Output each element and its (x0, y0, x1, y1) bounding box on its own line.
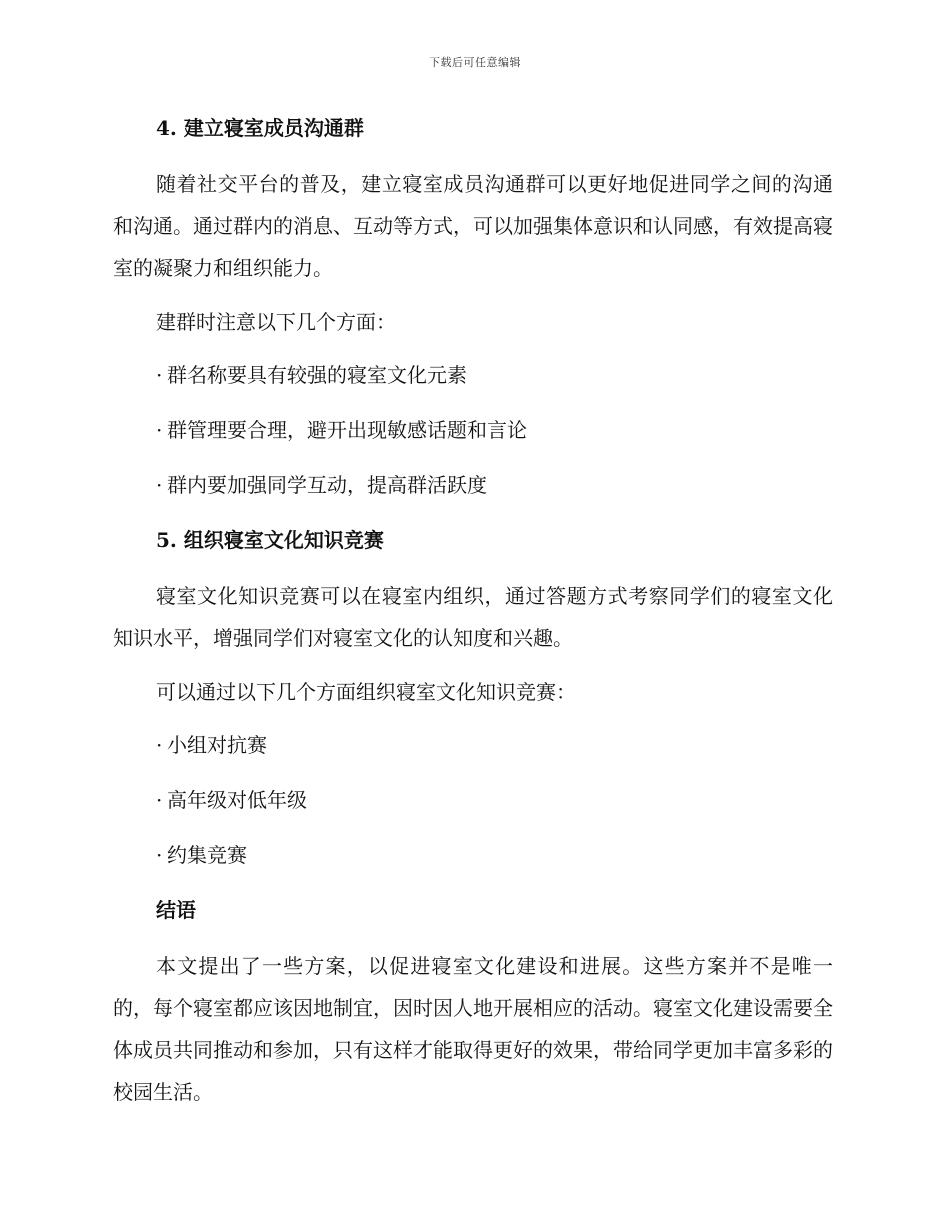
bullet-dot-icon: · (156, 418, 163, 442)
bullet-dot-icon: · (156, 473, 163, 497)
list-item (113, 835, 833, 875)
list-item-text: 群名称要具有较强的寝室文化元素 (167, 363, 467, 387)
section-4-intro: 建群时注意以下几个方面： (156, 310, 396, 334)
bullet-dot-icon: · (156, 363, 163, 387)
conclusion-heading: 结语 (156, 898, 196, 922)
list-item (113, 355, 833, 395)
bullet-dot-icon: · (156, 733, 163, 757)
section-5-intro: 可以通过以下几个方面组织寝室文化知识竞赛： (156, 680, 576, 704)
conclusion-paragraph: 本文提出了一些方案，以促进寝室文化建设和进展。这些方案并不是唯一的，每个寝室都应该因地制宜，因时因人地开展相应的活动。寝室文化建设需要全体成员共同推动和参加，只有这样才能取得更好的效果，带给同学更加丰富多彩的校园生活。 (113, 954, 833, 1104)
page-header-note: 下载后可任意编辑 (429, 56, 521, 69)
list-item (113, 410, 833, 450)
section-5-heading: 5. 组织寝室文化知识竞赛 (156, 528, 384, 552)
list-item (113, 465, 833, 505)
list-item (113, 725, 833, 765)
list-item-text: 群管理要合理，避开出现敏感话题和言论 (167, 418, 527, 442)
bullet-dot-icon: · (156, 843, 163, 867)
list-item-text: 高年级对低年级 (167, 788, 307, 812)
section-5-paragraph: 寝室文化知识竞赛可以在寝室内组织，通过答题方式考察同学们的寝室文化知识水平，增强同学们对寝室文化的认知度和兴趣。 (113, 584, 833, 650)
list-item-text: 约集竞赛 (167, 843, 247, 867)
section-4-heading: 4. 建立寝室成员沟通群 (156, 116, 364, 140)
section-4-paragraph: 随着社交平台的普及，建立寝室成员沟通群可以更好地促进同学之间的沟通和沟通。通过群内的消息、互动等方式，可以加强集体意识和认同感，有效提高寝室的凝聚力和组织能力。 (113, 172, 833, 280)
list-item (113, 780, 833, 820)
document-body (113, 108, 833, 1125)
list-item-text: 小组对抗赛 (167, 733, 267, 757)
bullet-dot-icon: · (156, 788, 163, 812)
list-item-text: 群内要加强同学互动，提高群活跃度 (167, 473, 487, 497)
